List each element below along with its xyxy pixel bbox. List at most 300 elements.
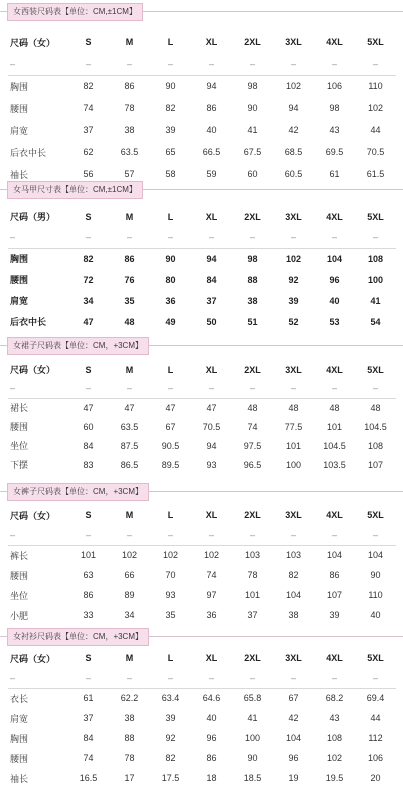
size-cell: 86 <box>329 570 340 580</box>
size-cell: – <box>150 525 191 545</box>
size-cell: M <box>125 653 134 663</box>
row-label: 袖长 <box>10 773 29 784</box>
size-cell: 104 <box>326 550 343 561</box>
size-cell: 82 <box>288 570 299 580</box>
size-cell: 84 <box>83 733 94 743</box>
size-cell: 5XL <box>367 37 384 47</box>
size-cell: 110 <box>368 590 383 600</box>
size-cell: 41 <box>247 713 258 723</box>
size-cell: 66 <box>124 570 135 580</box>
size-cell: – <box>355 53 396 75</box>
size-cell: – <box>68 53 109 75</box>
table-row <box>8 290 396 311</box>
row-label: 坐位 <box>10 590 29 601</box>
pants-size-table <box>8 505 396 625</box>
size-cell: 39 <box>329 610 340 620</box>
size-cell: 37 <box>206 295 217 306</box>
size-cell: – <box>355 379 396 398</box>
size-cell: 102 <box>162 550 179 561</box>
size-cell: 51 <box>247 316 258 327</box>
size-cell: S <box>85 37 92 47</box>
size-cell: 62 <box>83 147 94 157</box>
section-title-row <box>0 181 403 199</box>
size-cell: 93 <box>165 590 176 600</box>
size-cell: M <box>125 37 134 47</box>
size-cell: 43 <box>329 125 340 135</box>
size-cell: 65.8 <box>243 693 262 704</box>
table-row <box>8 728 396 748</box>
placeholder-row <box>8 53 396 75</box>
size-cell: – <box>314 668 355 688</box>
size-cell: 93 <box>206 459 217 470</box>
size-cell: 69.4 <box>366 693 385 704</box>
size-cell: 108 <box>367 440 384 451</box>
size-cell: 52 <box>288 316 299 327</box>
size-cell: – <box>150 379 191 398</box>
size-cell: 18.5 <box>243 773 262 783</box>
size-cell: 4XL <box>326 364 343 375</box>
size-cell: 100 <box>244 733 261 743</box>
table-row <box>8 545 396 565</box>
size-cell: – <box>314 53 355 75</box>
size-cell: 4XL <box>326 211 343 222</box>
vest-size-table <box>8 206 396 332</box>
size-cell: 47 <box>124 402 135 413</box>
size-cell: XL <box>205 364 218 375</box>
table-row <box>8 141 396 163</box>
size-cell: 48 <box>247 402 258 413</box>
table-row <box>8 97 396 119</box>
size-cell: 64.6 <box>202 693 221 704</box>
size-cell: 5XL <box>367 364 384 375</box>
size-cell: 90 <box>165 81 176 92</box>
size-cell: 61 <box>329 169 340 179</box>
size-cell: 48 <box>370 402 381 413</box>
size-cell: 63.5 <box>120 421 139 432</box>
size-cell: – <box>355 227 396 248</box>
table-row <box>8 565 396 585</box>
size-cell: 98 <box>247 81 258 92</box>
size-cell: S <box>85 211 92 222</box>
size-cell: 44 <box>370 713 381 723</box>
row-label: 袖长 <box>10 169 29 180</box>
size-cell: 101 <box>80 550 97 561</box>
size-cell: 66.5 <box>202 147 221 157</box>
size-cell: 4XL <box>326 653 343 663</box>
table-row <box>8 688 396 708</box>
size-cell: – <box>191 227 232 248</box>
size-cell: – <box>355 668 396 688</box>
size-cell: – <box>232 525 273 545</box>
size-cell: 59 <box>206 169 217 179</box>
shirt-size-section <box>0 628 403 784</box>
size-cell: 86 <box>124 253 135 264</box>
size-cell: 110 <box>368 81 383 92</box>
size-cell: 82 <box>165 753 176 763</box>
size-cell: 78 <box>124 753 135 763</box>
size-cell: 96 <box>288 753 299 763</box>
size-cell: 3XL <box>285 510 302 520</box>
row-label: 后衣中长 <box>10 147 47 158</box>
size-cell: 88 <box>247 274 258 285</box>
row-label: 肩宽 <box>10 125 29 136</box>
row-label: 腰围 <box>10 753 29 764</box>
size-cell: 34 <box>83 295 94 306</box>
size-cell: 40 <box>329 295 340 306</box>
section-title-row <box>0 628 403 646</box>
size-cell: 74 <box>206 570 217 580</box>
size-cell: 38 <box>124 125 135 135</box>
size-cell: 58 <box>165 169 176 179</box>
size-cell: 41 <box>370 295 381 306</box>
row-label: 下摆 <box>10 460 29 470</box>
size-cell: 68.5 <box>284 147 303 157</box>
row-label: 胸围 <box>10 254 29 265</box>
table-row <box>8 708 396 728</box>
size-cell: 106 <box>326 81 343 92</box>
size-cell: 4XL <box>326 510 343 520</box>
size-cell: – <box>191 53 232 75</box>
size-cell: 94 <box>206 440 217 451</box>
size-cell: 72 <box>83 274 94 285</box>
size-cell: 107 <box>326 590 343 600</box>
row-label: 肩宽 <box>10 713 29 724</box>
size-cell: 47 <box>206 402 217 413</box>
shirt-size-table <box>8 648 396 788</box>
size-cell: 101 <box>326 421 343 432</box>
size-cell: 102 <box>121 550 138 561</box>
size-cell: 42 <box>288 713 299 723</box>
size-cell: 103 <box>244 550 261 561</box>
table-row <box>8 585 396 605</box>
size-cell: – <box>68 379 109 398</box>
size-cell: 37 <box>247 610 258 620</box>
size-cell: 36 <box>165 295 176 306</box>
size-cell: 40 <box>206 713 217 723</box>
header-row <box>8 360 396 379</box>
row-label: – <box>8 227 68 248</box>
size-cell: L <box>167 653 174 663</box>
table-row <box>8 768 396 788</box>
size-cell: 3XL <box>285 37 302 47</box>
size-cell: 38 <box>247 295 258 306</box>
size-cell: 83 <box>83 459 94 470</box>
size-cell: – <box>314 379 355 398</box>
size-cell: – <box>68 525 109 545</box>
skirt-size-table <box>8 360 396 474</box>
size-cell: 38 <box>288 610 299 620</box>
size-cell: S <box>85 653 92 663</box>
size-cell: 38 <box>124 713 135 723</box>
size-cell: 100 <box>367 274 384 285</box>
table-row <box>8 119 396 141</box>
size-cell: – <box>109 379 150 398</box>
row-label: – <box>8 379 68 398</box>
header-row <box>8 505 396 525</box>
size-cell: 86 <box>83 590 94 600</box>
size-cell: XL <box>205 510 218 520</box>
size-cell: – <box>273 525 314 545</box>
size-cell: – <box>232 53 273 75</box>
size-cell: 62.2 <box>120 693 139 704</box>
size-cell: 80 <box>165 274 176 285</box>
size-cell: 89.5 <box>161 459 180 470</box>
size-cell: 70.5 <box>366 147 385 157</box>
size-cell: 4XL <box>326 37 343 47</box>
size-cell: 84 <box>83 440 94 451</box>
section-title: 女衬衫尺码表【单位：CM，+3CM】 <box>7 628 149 646</box>
size-cell: 41 <box>247 125 258 135</box>
size-cell: – <box>232 668 273 688</box>
size-cell: – <box>150 227 191 248</box>
size-cell: – <box>109 525 150 545</box>
size-cell: 89 <box>124 590 135 600</box>
size-cell: 78 <box>124 103 135 113</box>
size-cell: 49 <box>165 316 176 327</box>
size-cell: 2XL <box>244 211 261 222</box>
size-cell: 78 <box>247 570 258 580</box>
size-cell: 86 <box>206 103 217 113</box>
size-cell: 47 <box>83 316 94 327</box>
size-cell: 60.5 <box>284 169 303 179</box>
size-cell: – <box>150 668 191 688</box>
size-cell: 104 <box>285 590 302 600</box>
size-cell: 57 <box>124 169 135 179</box>
size-cell: 3XL <box>285 364 302 375</box>
row-label: 尺码（女） <box>10 365 56 375</box>
section-title: 女裤子尺码表【单位：CM，+3CM】 <box>7 483 149 501</box>
size-cell: 88 <box>124 733 135 743</box>
size-cell: L <box>167 37 174 47</box>
header-row <box>8 31 396 53</box>
size-cell: – <box>273 227 314 248</box>
size-cell: – <box>109 227 150 248</box>
size-cell: 102 <box>285 81 302 92</box>
size-cell: 54 <box>370 316 381 327</box>
size-cell: 40 <box>206 125 217 135</box>
table-row <box>8 311 396 332</box>
table-row <box>8 748 396 768</box>
size-cell: 82 <box>165 103 176 113</box>
size-cell: – <box>68 227 109 248</box>
size-cell: 92 <box>288 274 299 285</box>
row-label: 胸围 <box>10 733 29 744</box>
size-cell: 90 <box>247 753 258 763</box>
size-cell: 96.5 <box>243 459 262 470</box>
size-cell: M <box>125 364 134 375</box>
size-cell: 101 <box>285 440 302 451</box>
size-cell: 102 <box>326 753 343 763</box>
size-cell: L <box>167 364 174 375</box>
size-cell: – <box>273 668 314 688</box>
size-cell: 5XL <box>367 510 384 520</box>
size-cell: 108 <box>326 733 343 743</box>
size-cell: L <box>167 211 174 222</box>
section-title: 女马甲尺寸表【单位：CM,±1CM】 <box>7 181 143 199</box>
header-row <box>8 206 396 227</box>
row-label: 裙长 <box>10 403 29 414</box>
size-cell: 74 <box>83 103 94 113</box>
size-cell: 94 <box>206 81 217 92</box>
size-cell: 97 <box>206 590 217 600</box>
size-cell: 50 <box>206 316 217 327</box>
section-title: 女裙子尺码表【单位：CM，+3CM】 <box>7 337 149 355</box>
size-cell: 92 <box>165 733 176 743</box>
size-cell: 94 <box>206 253 217 264</box>
size-cell: M <box>125 211 134 222</box>
size-cell: 63.5 <box>120 147 139 157</box>
size-cell: 20 <box>370 773 381 783</box>
size-cell: 102 <box>203 550 220 561</box>
size-cell: 39 <box>165 713 176 723</box>
size-cell: 35 <box>124 295 135 306</box>
size-cell: 82 <box>83 253 94 264</box>
size-cell: 74 <box>83 753 94 763</box>
size-cell: 47 <box>165 402 176 413</box>
size-cell: 82 <box>83 81 94 92</box>
size-cell: 90 <box>247 103 258 113</box>
section-title-row <box>0 337 403 355</box>
size-cell: 101 <box>244 590 261 600</box>
size-cell: 42 <box>288 125 299 135</box>
table-row <box>8 605 396 625</box>
size-cell: 70.5 <box>202 421 221 432</box>
size-cell: 16.5 <box>79 773 98 783</box>
size-cell: 104.5 <box>323 440 346 451</box>
size-cell: 37 <box>83 713 94 723</box>
row-label: 腰围 <box>10 422 29 432</box>
size-cell: – <box>232 379 273 398</box>
size-cell: 63.4 <box>161 693 180 704</box>
size-cell: L <box>167 510 174 520</box>
vest-size-section <box>0 181 403 327</box>
size-cell: 67.5 <box>243 147 262 157</box>
section-title-row <box>0 483 403 501</box>
size-cell: 63 <box>83 570 94 580</box>
size-cell: 112 <box>368 733 383 743</box>
size-cell: 86.5 <box>120 459 139 470</box>
size-cell: – <box>273 379 314 398</box>
row-label: 腰围 <box>10 570 29 581</box>
row-label: – <box>8 525 68 545</box>
suit-size-section <box>0 3 403 180</box>
size-cell: – <box>109 668 150 688</box>
size-cell: 74 <box>247 421 258 432</box>
table-row <box>8 417 396 436</box>
size-cell: 106 <box>367 753 384 763</box>
size-cell: 96 <box>206 733 217 743</box>
size-cell: – <box>191 525 232 545</box>
size-cell: 61.5 <box>366 169 385 179</box>
size-cell: 60 <box>83 421 94 432</box>
size-cell: 3XL <box>285 653 302 663</box>
size-cell: 39 <box>165 125 176 135</box>
size-cell: 5XL <box>367 211 384 222</box>
size-cell: 43 <box>329 713 340 723</box>
size-cell: – <box>314 525 355 545</box>
size-cell: 103 <box>285 550 302 561</box>
row-label: 尺码（男） <box>10 212 56 222</box>
size-cell: 67 <box>165 421 176 432</box>
table-row <box>8 455 396 474</box>
size-cell: 94 <box>288 103 299 113</box>
size-cell: 104 <box>367 550 384 561</box>
size-cell: 76 <box>124 274 135 285</box>
size-cell: 69.5 <box>325 147 344 157</box>
size-cell: XL <box>205 37 218 47</box>
size-cell: 2XL <box>244 37 261 47</box>
row-label: 后衣中长 <box>10 317 47 327</box>
skirt-size-section <box>0 337 403 470</box>
size-cell: 39 <box>288 295 299 306</box>
size-cell: 47 <box>83 402 94 413</box>
size-cell: 48 <box>124 316 135 327</box>
size-cell: 56 <box>83 169 94 179</box>
size-cell: 102 <box>367 103 384 113</box>
row-label: – <box>8 53 68 75</box>
size-cell: 48 <box>329 402 340 413</box>
size-cell: 86 <box>124 81 135 92</box>
size-cell: – <box>273 53 314 75</box>
size-cell: 104 <box>285 733 302 743</box>
pants-size-section <box>0 483 403 621</box>
size-cell: M <box>125 510 134 520</box>
size-cell: 100 <box>285 459 302 470</box>
placeholder-row <box>8 668 396 688</box>
size-cell: 19.5 <box>325 773 344 783</box>
row-label: 小肥 <box>10 610 29 621</box>
size-cell: – <box>150 53 191 75</box>
table-row <box>8 269 396 290</box>
size-cell: XL <box>205 211 218 222</box>
size-cell: 90 <box>370 570 381 580</box>
size-cell: 18 <box>206 773 217 783</box>
section-title: 女西装尺码表【单位：CM,±1CM】 <box>7 3 143 21</box>
size-cell: 40 <box>370 610 381 620</box>
size-cell: 86 <box>206 753 217 763</box>
size-cell: 97.5 <box>243 440 262 451</box>
size-cell: – <box>68 668 109 688</box>
table-row <box>8 436 396 455</box>
row-label: 尺码（女） <box>10 653 56 664</box>
size-cell: 3XL <box>285 211 302 222</box>
size-cell: 35 <box>165 610 176 620</box>
size-cell: 98 <box>329 103 340 113</box>
size-cell: 104 <box>326 253 343 264</box>
size-cell: 17 <box>124 773 135 783</box>
row-label: – <box>8 668 68 688</box>
size-cell: – <box>191 379 232 398</box>
size-cell: 2XL <box>244 364 261 375</box>
suit-size-table <box>8 31 396 185</box>
size-cell: 98 <box>247 253 258 264</box>
size-cell: 84 <box>206 274 217 285</box>
row-label: 衣长 <box>10 693 29 704</box>
size-cell: 104.5 <box>364 421 387 432</box>
row-label: 尺码（女） <box>10 510 56 521</box>
size-cell: 70 <box>165 570 176 580</box>
size-cell: 17.5 <box>161 773 180 783</box>
table-row <box>8 248 396 269</box>
row-label: 裤长 <box>10 550 29 561</box>
size-cell: 90.5 <box>161 440 180 451</box>
size-cell: – <box>191 668 232 688</box>
section-title-row <box>0 3 403 21</box>
row-label: 腰围 <box>10 275 29 285</box>
size-cell: 77.5 <box>284 421 303 432</box>
size-cell: 33 <box>83 610 94 620</box>
size-cell: 19 <box>288 773 299 783</box>
